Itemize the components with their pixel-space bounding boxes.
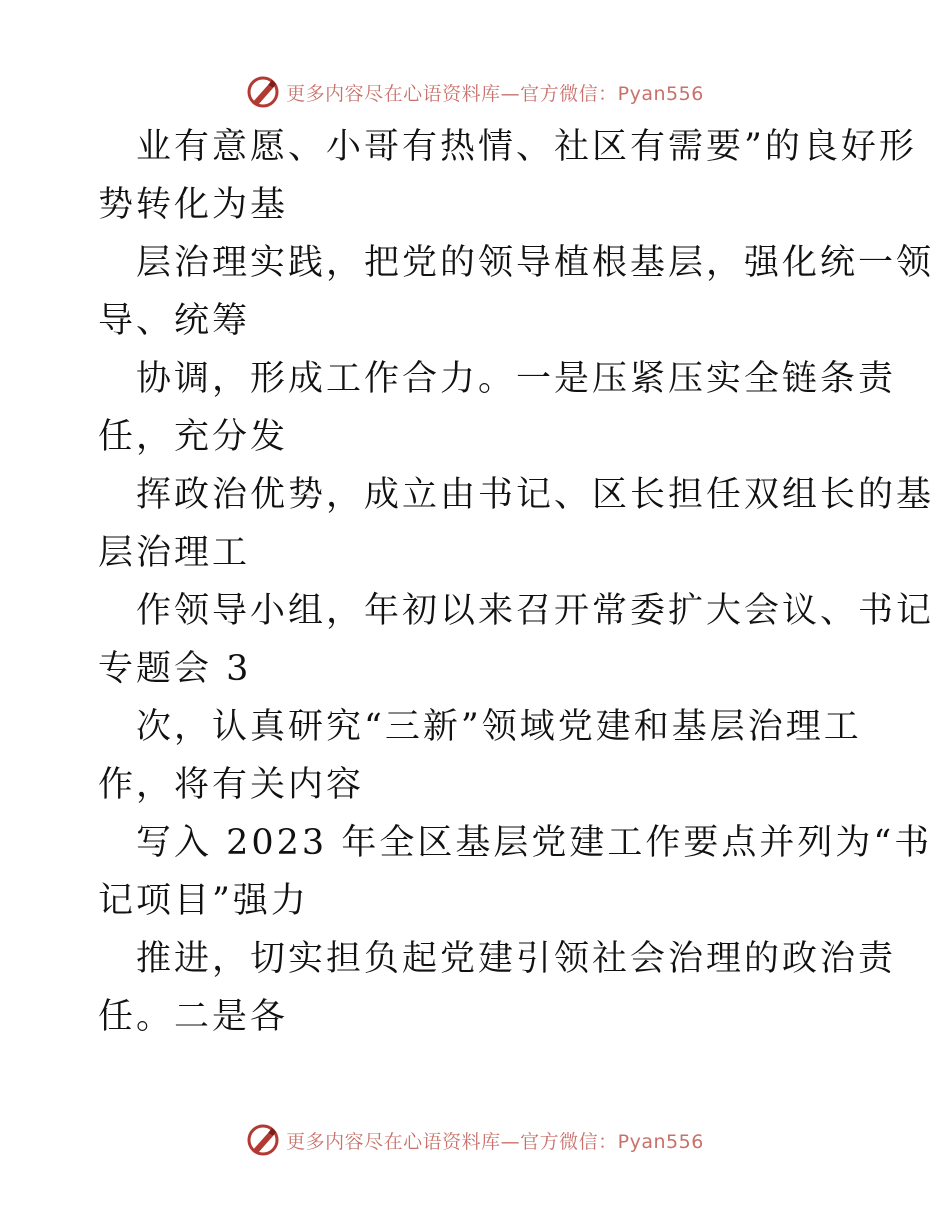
text-line: 推进，切实担负起党建引领社会治理的政治责 [136,939,897,979]
text-line: 势转化为基 [98,185,289,225]
text-line: 作，将有关内容 [98,765,365,805]
watermark-text: 更多内容尽在心语资料库—官方微信：Pyan556 [286,1130,704,1153]
pen-nib-logo-icon [246,1123,280,1157]
header-watermark [0,72,950,112]
text-line: 次，认真研究“三新”领域党建和基层治理工 [136,707,862,747]
text-line: 记项目”强力 [98,881,309,921]
paragraph [98,582,935,698]
text-line: 作领导小组，年初以来召开常委扩大会议、书记 [136,591,935,631]
text-line: 写入 2023 年全区基层党建工作要点并列为“书 [136,823,933,863]
text-line: 专题会 3 [98,649,252,689]
paragraph [98,930,897,1046]
document-body [98,118,935,1046]
watermark-text: 更多内容尽在心语资料库—官方微信：Pyan556 [286,82,704,105]
text-line: 层治理工 [98,533,251,573]
pen-nib-logo-icon [246,75,280,109]
paragraph [98,234,935,350]
paragraph [98,118,917,234]
text-line: 导、统筹 [98,301,251,341]
text-line: 挥政治优势，成立由书记、区长担任双组长的基 [136,475,935,515]
paragraph [98,466,935,582]
footer-watermark [0,1120,950,1160]
paragraph [98,698,862,814]
text-line: 任。二是各 [98,997,289,1037]
paragraph [98,814,933,930]
text-line: 任，充分发 [98,417,289,457]
paragraph [98,350,897,466]
text-line: 层治理实践，把党的领导植根基层，强化统一领 [136,243,935,283]
text-line: 业有意愿、小哥有热情、社区有需要”的良好形 [136,127,917,167]
text-line: 协调，形成工作合力。一是压紧压实全链条责 [136,359,897,399]
